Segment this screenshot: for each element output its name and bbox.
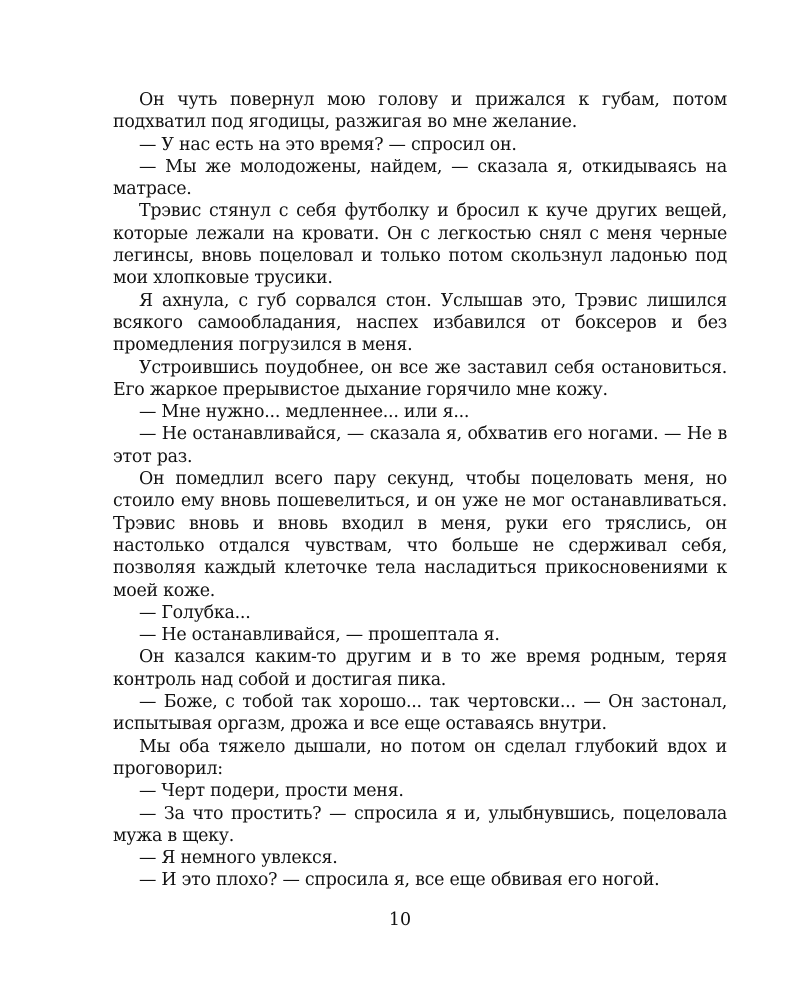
dialogue-line: — У нас есть на это время? — спросил он.	[139, 134, 517, 155]
dialogue-line: — Мне нужно... медленнее... или я...	[139, 402, 470, 423]
paragraph: Он казался каким-то другим и в то же время родным, теряя контроль над собой и достигая пика.	[113, 647, 727, 690]
paragraph: Он помедлил всего пару секунд, чтобы поцеловать меня, но стоило ему вновь пошевелиться, и он уже не мог останавливаться. Трэвис вновь и вновь входил в меня, руки его тряслись, он настолько отдался чувствам, что больше не сдерживал себя, позволяя каждый клеточке тела насладиться прикосновениями к моей коже.	[113, 469, 727, 601]
page-body-text	[113, 89, 727, 892]
paragraph: Мы оба тяжело дышали, но потом он сделал глубокий вдох и проговорил:	[113, 736, 727, 779]
dialogue-line: — Голубка...	[139, 602, 251, 623]
dialogue-line: — За что простить? — спросила я и, улыбнувшись, поцеловала мужа в щеку.	[113, 803, 727, 846]
dialogue-line: — Черт подери, прости меня.	[139, 781, 404, 802]
paragraph: Трэвис стянул с себя футболку и бросил к куче других вещей, которые лежали на кровати. Он с легкостью снял с меня черные легинсы, вновь поцеловал и только потом скользнул ладонью под мои хлопковые трусики.	[113, 201, 727, 289]
dialogue-line: — И это плохо? — спросила я, все еще обвивая его ногой.	[139, 870, 660, 891]
paragraph: Устроившись поудобнее, он все же заставил себя остановиться. Его жаркое прерывистое дыхание горячило мне кожу.	[113, 357, 727, 400]
dialogue-line: — Не останавливайся, — прошептала я.	[139, 625, 500, 646]
dialogue-line: — Мы же молодожены, найдем, — сказала я, откидываясь на матрасе.	[113, 156, 727, 200]
paragraph: Я ахнула, с губ сорвался стон. Услышав это, Трэвис лишился всякого самообладания, наспех избавился от боксеров и без промедления погрузился в меня.	[113, 290, 727, 356]
paragraph: Он чуть повернул мою голову и прижался к губам, потом подхватил под ягодицы, разжигая во мне желание.	[113, 90, 727, 133]
page-number: 10	[388, 910, 412, 930]
dialogue-line: — Боже, с тобой так хорошо... так чертовски... — Он застонал, испытывая оргазм, дрожа и все еще оставаясь внутри.	[113, 692, 727, 735]
dialogue-line: — Я немного увлекся.	[139, 848, 338, 869]
dialogue-line: — Не останавливайся, — сказала я, обхватив его ногами. — Не в этот раз.	[113, 424, 727, 467]
